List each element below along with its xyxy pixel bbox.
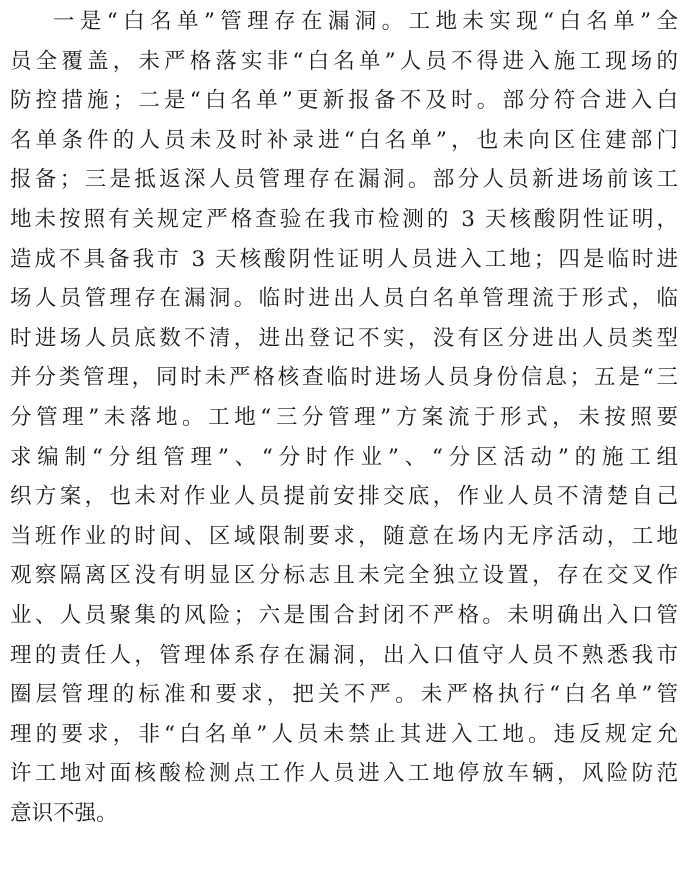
paragraph-line: 造成不具备我市 3 天核酸阴性证明人员进入工地；四是临时进 — [10, 246, 678, 272]
paragraph-line: 理的责任人，管理体系存在漏洞，出入口值守人员不熟悉我市 — [10, 642, 678, 668]
paragraph-line: 名单条件的人员未及时补录进“白名单”，也未向区住建部门 — [10, 127, 678, 153]
paragraph-line: 许工地对面核酸检测点工作人员进入工地停放车辆，风险防范 — [10, 761, 678, 787]
paragraph-line: 场人员管理存在漏洞。临时进出人员白名单管理流于形式，临 — [10, 286, 678, 312]
paragraph-line: 一是“白名单”管理存在漏洞。工地未实现“白名单”全 — [53, 9, 678, 34]
paragraph-line: 时进场人员底数不清，进出登记不实，没有区分进出人员类型 — [10, 325, 678, 351]
paragraph-line: 观察隔离区没有明显区分标志且未完全独立设置，存在交叉作 — [10, 563, 678, 589]
paragraph-line: 意识不强。 — [10, 800, 118, 826]
paragraph-line: 理的要求，非“白名单”人员未禁止其进入工地。违反规定允 — [10, 721, 678, 747]
paragraph-line: 当班作业的时间、区域限制要求，随意在场内无序活动，工地 — [10, 523, 678, 549]
paragraph-line: 并分类管理，同时未严格核查临时进场人员身份信息；五是“三 — [10, 365, 678, 391]
document-body — [10, 2, 678, 833]
paragraph-line: 求编制“分组管理”、“分时作业”、“分区活动”的施工组 — [10, 444, 678, 470]
paragraph-line: 圈层管理的标准和要求，把关不严。未严格执行“白名单”管 — [10, 682, 678, 708]
paragraph-line: 分管理”未落地。工地“三分管理”方案流于形式，未按照要 — [10, 404, 678, 430]
paragraph-line: 防控措施；二是“白名单”更新报备不及时。部分符合进入白 — [10, 88, 678, 114]
paragraph-line: 报备；三是抵返深人员管理存在漏洞。部分人员新进场前该工 — [10, 167, 678, 193]
paragraph-line: 业、人员聚集的风险；六是围合封闭不严格。未明确出入口管 — [10, 602, 678, 628]
paragraph-line: 地未按照有关规定严格查验在我市检测的 3 天核酸阴性证明， — [10, 206, 678, 232]
paragraph-line: 员全覆盖，未严格落实非“白名单”人员不得进入施工现场的 — [10, 48, 678, 74]
paragraph-line: 织方案，也未对作业人员提前安排交底，作业人员不清楚自己 — [10, 484, 678, 510]
